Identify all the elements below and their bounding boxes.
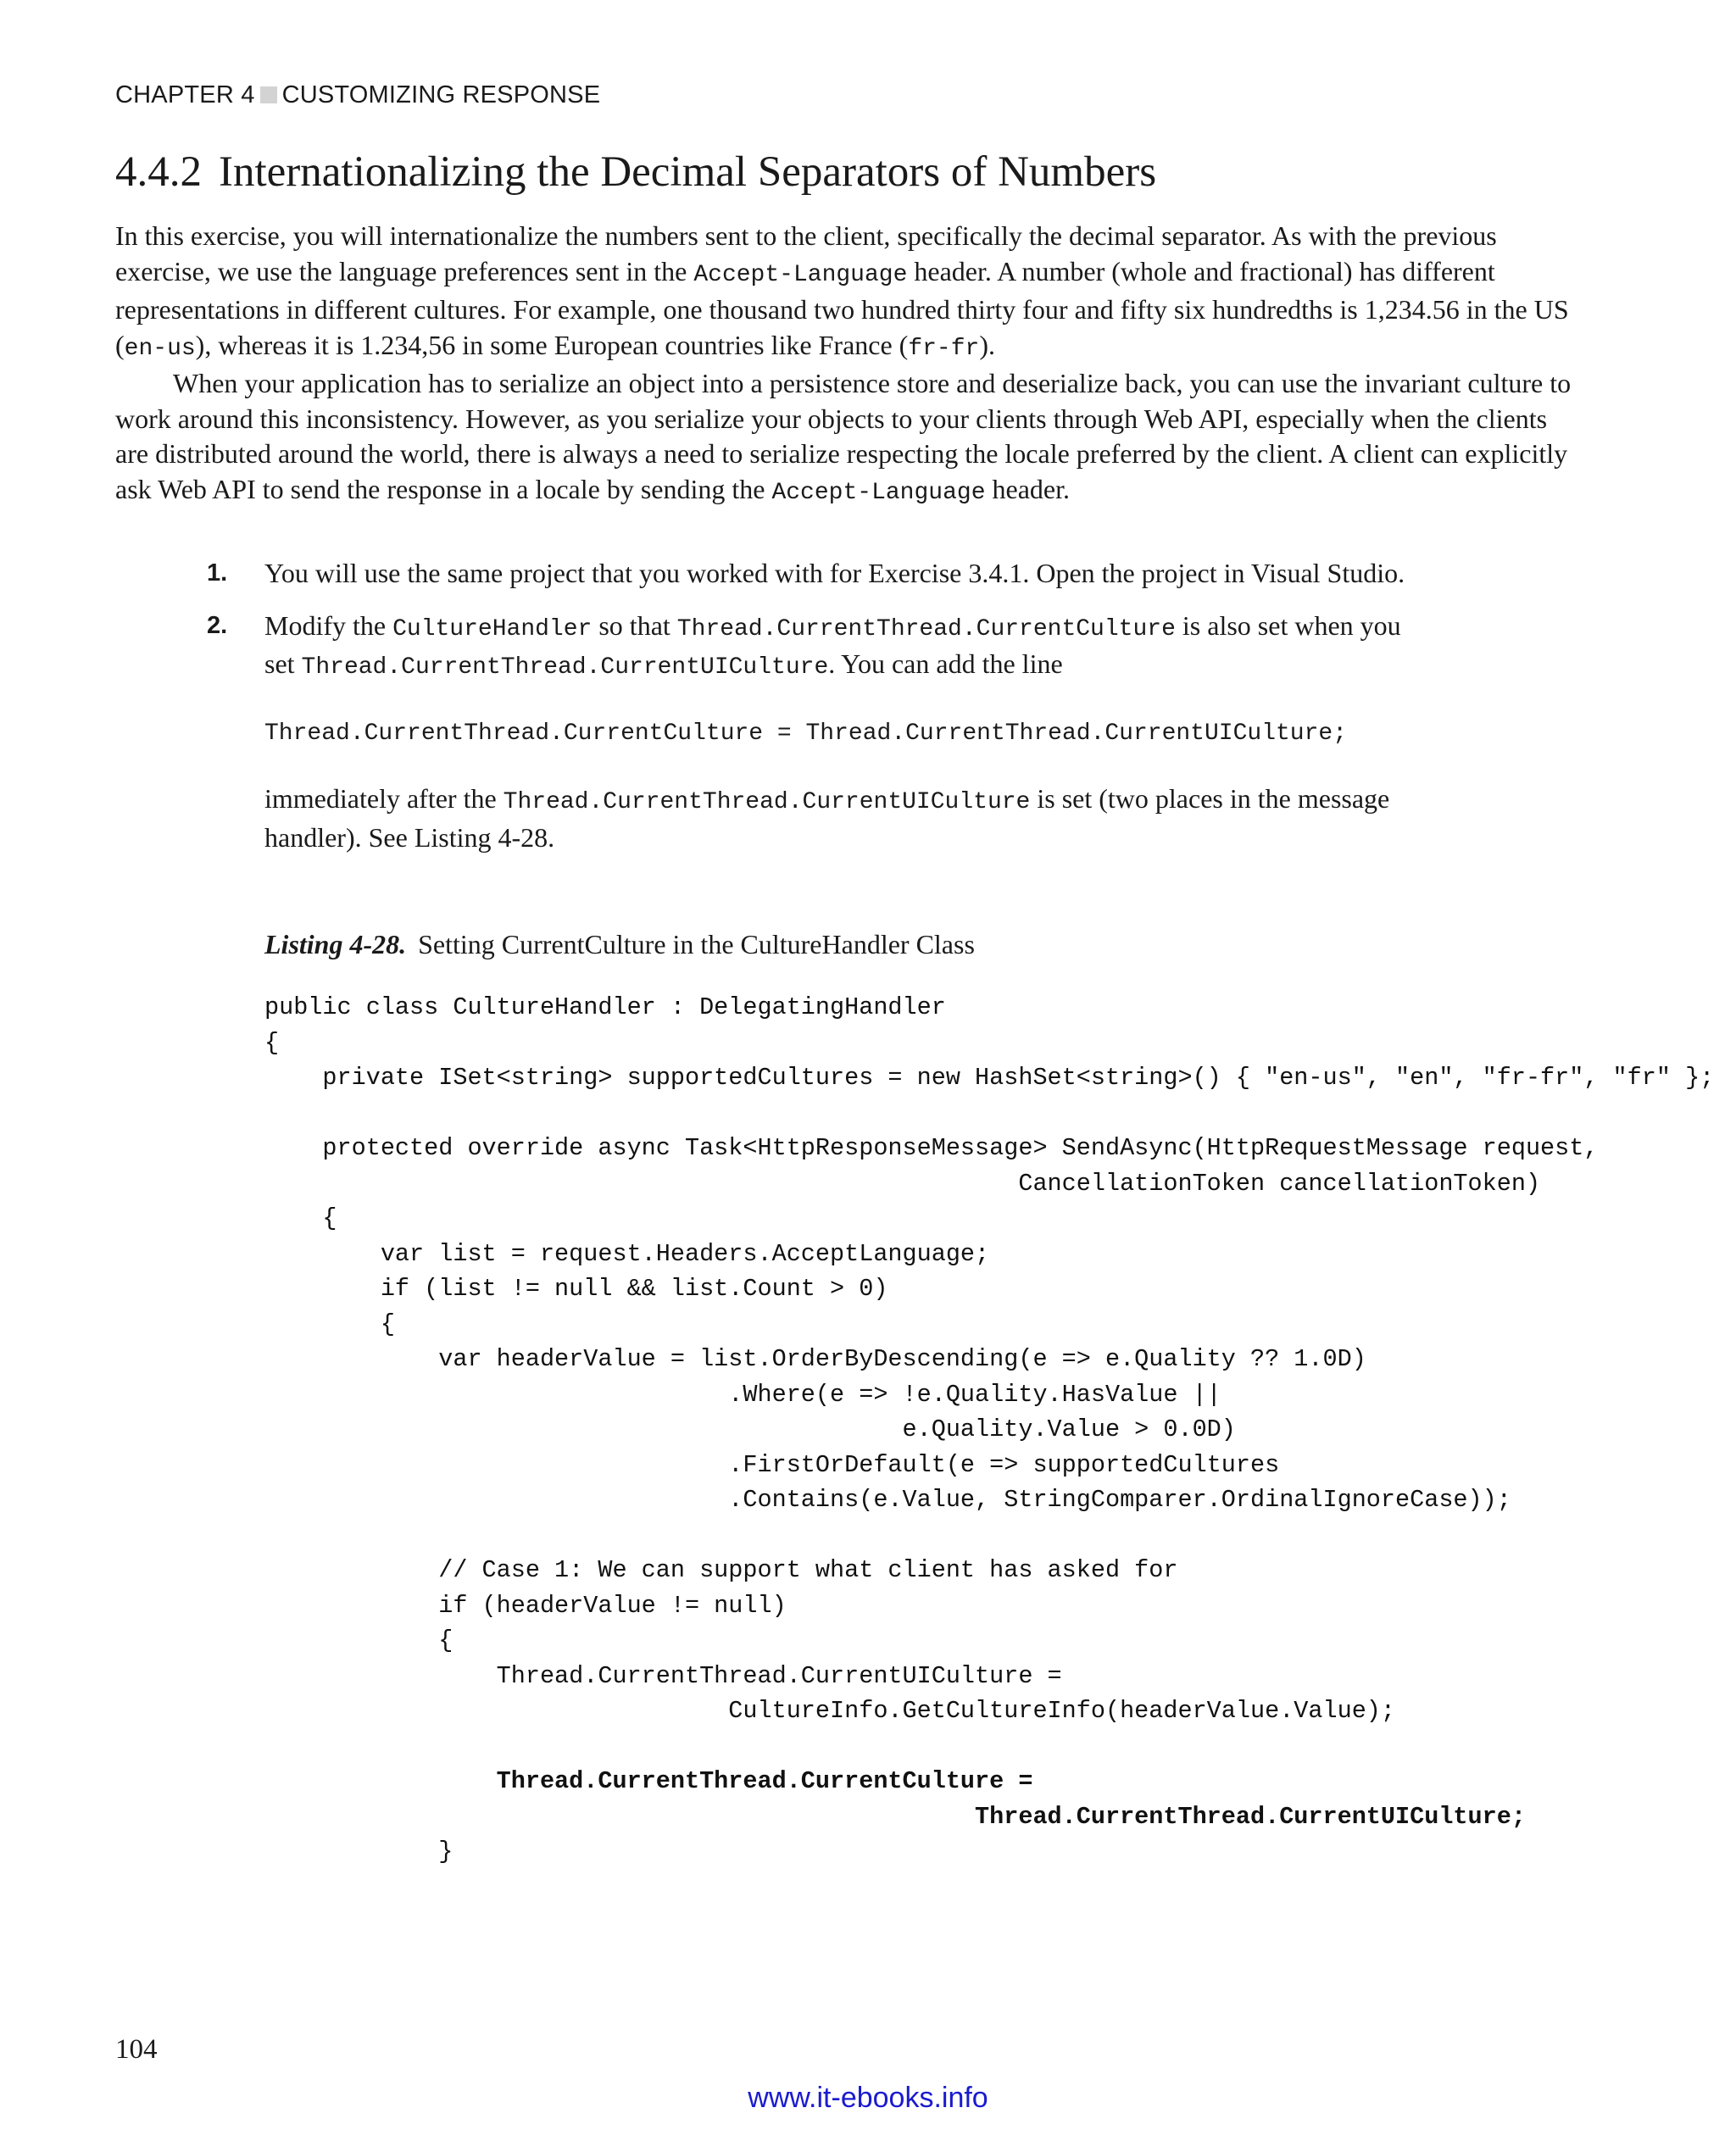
inline-code: CultureHandler: [392, 615, 593, 642]
step-1: [207, 556, 1436, 592]
text-run: In this exercise, you will internationalize the numbers sent to the client, specifically the decimal separator. As with the previous exercise, we use the language preferences sent in the: [115, 220, 1497, 286]
code-line: {: [264, 1028, 280, 1057]
code-line: Thread.CurrentThread.CurrentUICulture =: [264, 1661, 1062, 1690]
section-heading: [115, 147, 1156, 197]
step-text: [264, 609, 1436, 686]
intro-paragraph-2: [115, 366, 1573, 510]
inline-code: Thread.CurrentThread.CurrentUICulture: [301, 654, 829, 681]
inline-code: Accept-Language: [693, 261, 908, 288]
code-line: Thread.CurrentThread.CurrentUICulture;: [264, 1802, 1526, 1831]
text-run: When your application has to serialize an object into a persistence store and deserialize back, you can use the invariant culture to work around this inconsistency. However, as you serialize your objects to your clients through Web API, especially when the clients are distributed around the world, there is always a need to serialize respecting the locale preferred by the client. A client can explicitly ask Web API to send the response in a locale by sending the: [115, 368, 1572, 504]
code-line: if (list != null && list.Count > 0): [264, 1275, 888, 1303]
code-line: {: [264, 1627, 453, 1654]
running-head-chapter: CHAPTER 4: [115, 81, 255, 108]
inline-code: Thread.CurrentThread.CurrentCulture: [676, 615, 1176, 642]
section-title: Internationalizing the Decimal Separators of Numbers: [219, 148, 1157, 196]
code-line: .Where(e => !e.Quality.HasValue ||: [264, 1380, 1221, 1409]
code-line: if (headerValue != null): [264, 1591, 787, 1620]
text-run: header. A number (whole and fractional) has different representations in different cultures. For example, one thousand two hundred thirty four and fifty six hundredths is 1,234.56 in the US (: [115, 255, 1569, 360]
inline-code: en-us: [124, 335, 196, 362]
steps-list: [207, 556, 1436, 872]
code-line: CultureInfo.GetCultureInfo(headerValue.Value);: [264, 1697, 1396, 1725]
inline-code: Accept-Language: [771, 479, 986, 506]
code-line: .Contains(e.Value, StringComparer.OrdinalIgnoreCase));: [264, 1486, 1511, 1514]
code-listing: [264, 990, 1714, 1870]
square-separator-icon: [260, 86, 277, 103]
intro-text: [115, 219, 1573, 510]
code-line: e.Quality.Value > 0.0D): [264, 1415, 1236, 1443]
footer-link[interactable]: www.it-ebooks.info: [748, 2082, 988, 2114]
intro-paragraph-1: [115, 219, 1573, 366]
code-line: var list = request.Headers.AcceptLanguage;: [264, 1239, 990, 1268]
text-run: ).: [979, 329, 995, 360]
listing-caption: [264, 929, 975, 960]
running-head: [115, 81, 600, 109]
text-run: is set (two places in the message handler). See Listing 4-28.: [264, 783, 1390, 853]
code-line: public class CultureHandler : DelegatingHandler: [264, 993, 946, 1021]
page-number: 104: [115, 2034, 158, 2065]
listing-label: Listing 4-28.: [264, 929, 407, 959]
step-text: [264, 556, 1436, 592]
step-2: [207, 609, 1436, 856]
code-line: protected override async Task<HttpResponseMessage> SendAsync(HttpRequestMessage request,: [264, 1134, 1599, 1162]
step-number: 1.: [207, 559, 228, 587]
code-line: .FirstOrDefault(e => supportedCultures: [264, 1450, 1280, 1479]
inline-code: Thread.CurrentThread.CurrentUICulture: [503, 789, 1031, 815]
inline-code: fr-fr: [908, 335, 980, 362]
listing-title: Setting CurrentCulture in the CultureHandler Class: [418, 929, 975, 959]
code-line: private ISet<string> supportedCultures = new HashSet<string>() { "en-us", "en", "fr-fr", "fr" };: [264, 1064, 1715, 1092]
text-run: ), whereas it is 1.234,56 in some European countries like France (: [195, 329, 909, 360]
text-run: . You can add the line: [828, 648, 1063, 679]
section-number: 4.4.2: [115, 148, 202, 196]
running-head-title: CUSTOMIZING RESPONSE: [281, 81, 601, 108]
text-run: You will use the same project that you worked with for Exercise 3.4.1. Open the project in Visual Studio.: [264, 558, 1405, 588]
code-line: }: [264, 1838, 453, 1866]
text-run: Modify the: [264, 609, 393, 641]
code-line: CancellationToken cancellationToken): [264, 1169, 1541, 1198]
code-line: // Case 1: We can support what client has asked for: [264, 1556, 1178, 1584]
code-line: {: [264, 1204, 337, 1232]
text-run: so that: [592, 609, 677, 641]
text-run: immediately after the: [264, 783, 504, 814]
text-run: is also set when you set: [264, 609, 1401, 679]
inline-code-block: Thread.CurrentThread.CurrentCulture = Thread.CurrentThread.CurrentUICulture;: [264, 720, 1348, 747]
code-line: var headerValue = list.OrderByDescending(e => e.Quality ?? 1.0D): [264, 1345, 1366, 1373]
code-line: Thread.CurrentThread.CurrentCulture =: [264, 1767, 1033, 1795]
text-run: header.: [985, 473, 1070, 504]
code-line: {: [264, 1310, 395, 1338]
step-number: 2.: [207, 611, 228, 639]
step-text-continued: [264, 781, 1436, 855]
